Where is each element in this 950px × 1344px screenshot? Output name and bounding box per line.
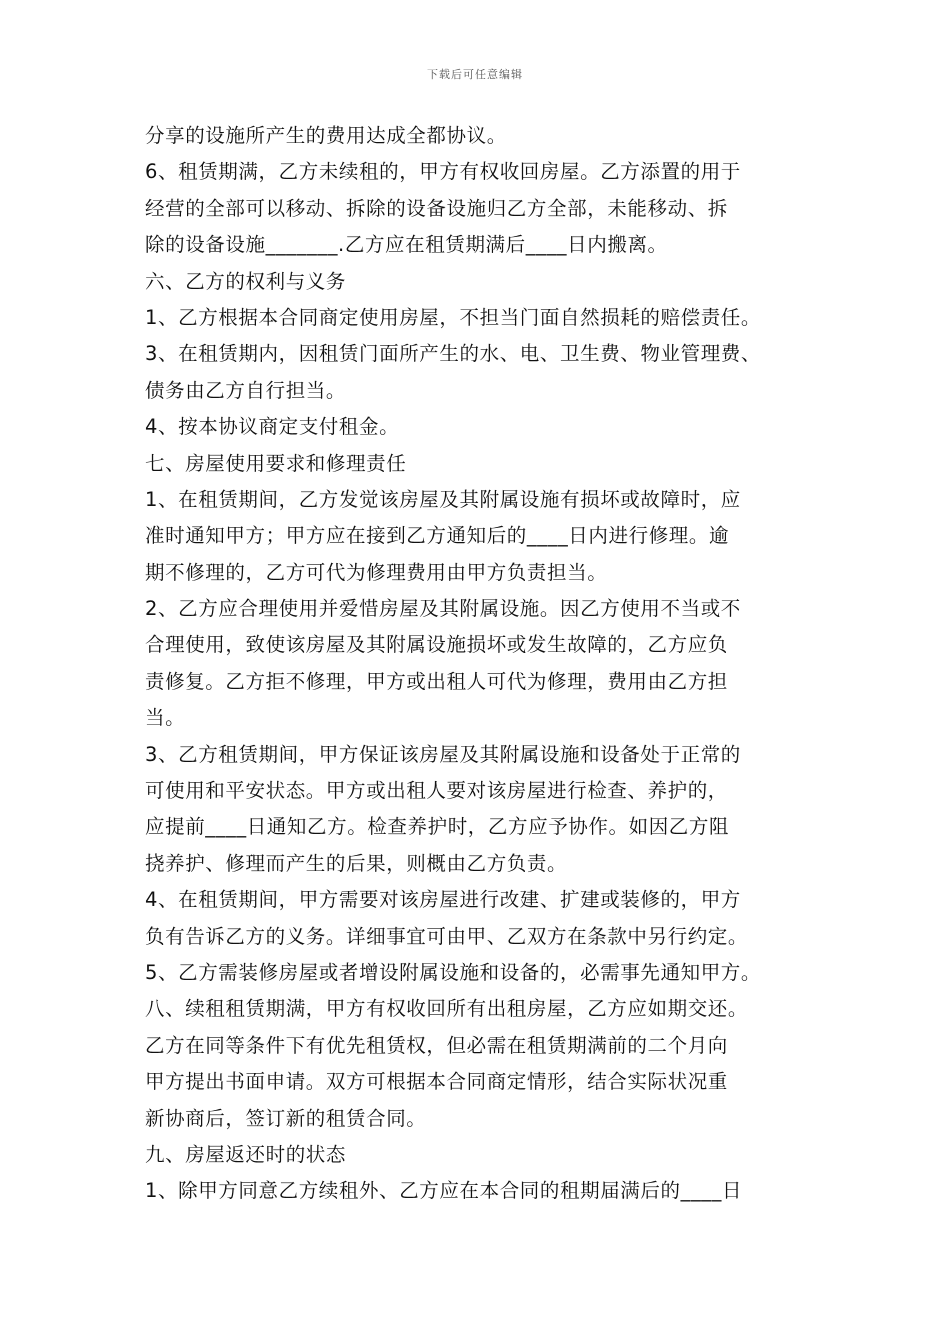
text-line: 应提前____日通知乙方。检查养护时，乙方应予协作。如因乙方阻 bbox=[145, 815, 730, 839]
text-line: 挠养护、修理而产生的后果，则概由乙方负责。 bbox=[145, 851, 568, 875]
section-heading: 九、房屋返还时的状态 bbox=[145, 1142, 347, 1166]
text-line: 4、在租赁期间，甲方需要对该房屋进行改建、扩建或装修的，甲方 bbox=[145, 888, 741, 912]
text-line: 5、乙方需装修房屋或者增设附属设施和设备的，必需事先通知甲方。 bbox=[145, 960, 762, 984]
document-body bbox=[145, 118, 825, 1210]
text-line: 可使用和平安状态。甲方或出租人要对该房屋进行检查、养护的， bbox=[145, 779, 728, 803]
text-line: 准时通知甲方；甲方应在接到乙方通知后的____日内进行修理。逾 bbox=[145, 524, 730, 548]
text-line: 分享的设施所产生的费用达成全都协议。 bbox=[145, 124, 507, 147]
section-heading: 六、乙方的权利与义务 bbox=[145, 269, 347, 293]
text-line: 负有告诉乙方的义务。详细事宜可由甲、乙双方在条款中另行约定。 bbox=[145, 924, 749, 948]
text-line: 除的设备设施_______.乙方应在租赁期满后____日内搬离。 bbox=[145, 233, 668, 257]
text-line: 新协商后，签订新的租赁合同。 bbox=[145, 1106, 427, 1130]
text-line: 期不修理的，乙方可代为修理费用由甲方负责担当。 bbox=[145, 560, 608, 584]
text-line: 1、在租赁期间，乙方发觉该房屋及其附属设施有损坏或故障时，应 bbox=[145, 487, 741, 511]
section-heading: 七、房屋使用要求和修理责任 bbox=[145, 451, 407, 475]
text-line: 甲方提出书面申请。双方可根据本合同商定情形，结合实际状况重 bbox=[145, 1070, 728, 1094]
page-header: 下载后可任意编辑 bbox=[427, 68, 523, 81]
text-line: 2、乙方应合理使用并爱惜房屋及其附属设施。因乙方使用不当或不 bbox=[145, 597, 741, 621]
text-line: 3、在租赁期内，因租赁门面所产生的水、电、卫生费、物业管理费、 bbox=[145, 342, 762, 366]
section-heading: 八、续租租赁期满，甲方有权收回所有出租房屋，乙方应如期交还。 bbox=[145, 997, 749, 1021]
text-line: 1、除甲方同意乙方续租外、乙方应在本合同的租期届满后的____日 bbox=[145, 1179, 743, 1203]
text-line: 3、乙方租赁期间，甲方保证该房屋及其附属设施和设备处于正常的 bbox=[145, 742, 741, 766]
text-line: 1、乙方根据本合同商定使用房屋，不担当门面自然损耗的赔偿责任。 bbox=[145, 305, 762, 329]
text-line: 合理使用，致使该房屋及其附属设施损坏或发生故障的，乙方应负 bbox=[145, 633, 728, 657]
text-line: 责修复。乙方拒不修理，甲方或出租人可代为修理，费用由乙方担 bbox=[145, 669, 728, 693]
text-line: 当。 bbox=[145, 706, 186, 730]
text-line: 经营的全部可以移动、拆除的设备设施归乙方全部，未能移动、拆 bbox=[145, 196, 728, 220]
text-line: 6、租赁期满，乙方未续租的，甲方有权收回房屋。乙方添置的用于 bbox=[145, 160, 741, 184]
text-line: 4、按本协议商定支付租金。 bbox=[145, 415, 400, 439]
text-line: 债务由乙方自行担当。 bbox=[145, 378, 347, 402]
text-line: 乙方在同等条件下有优先租赁权，但必需在租赁期满前的二个月向 bbox=[145, 1033, 728, 1057]
